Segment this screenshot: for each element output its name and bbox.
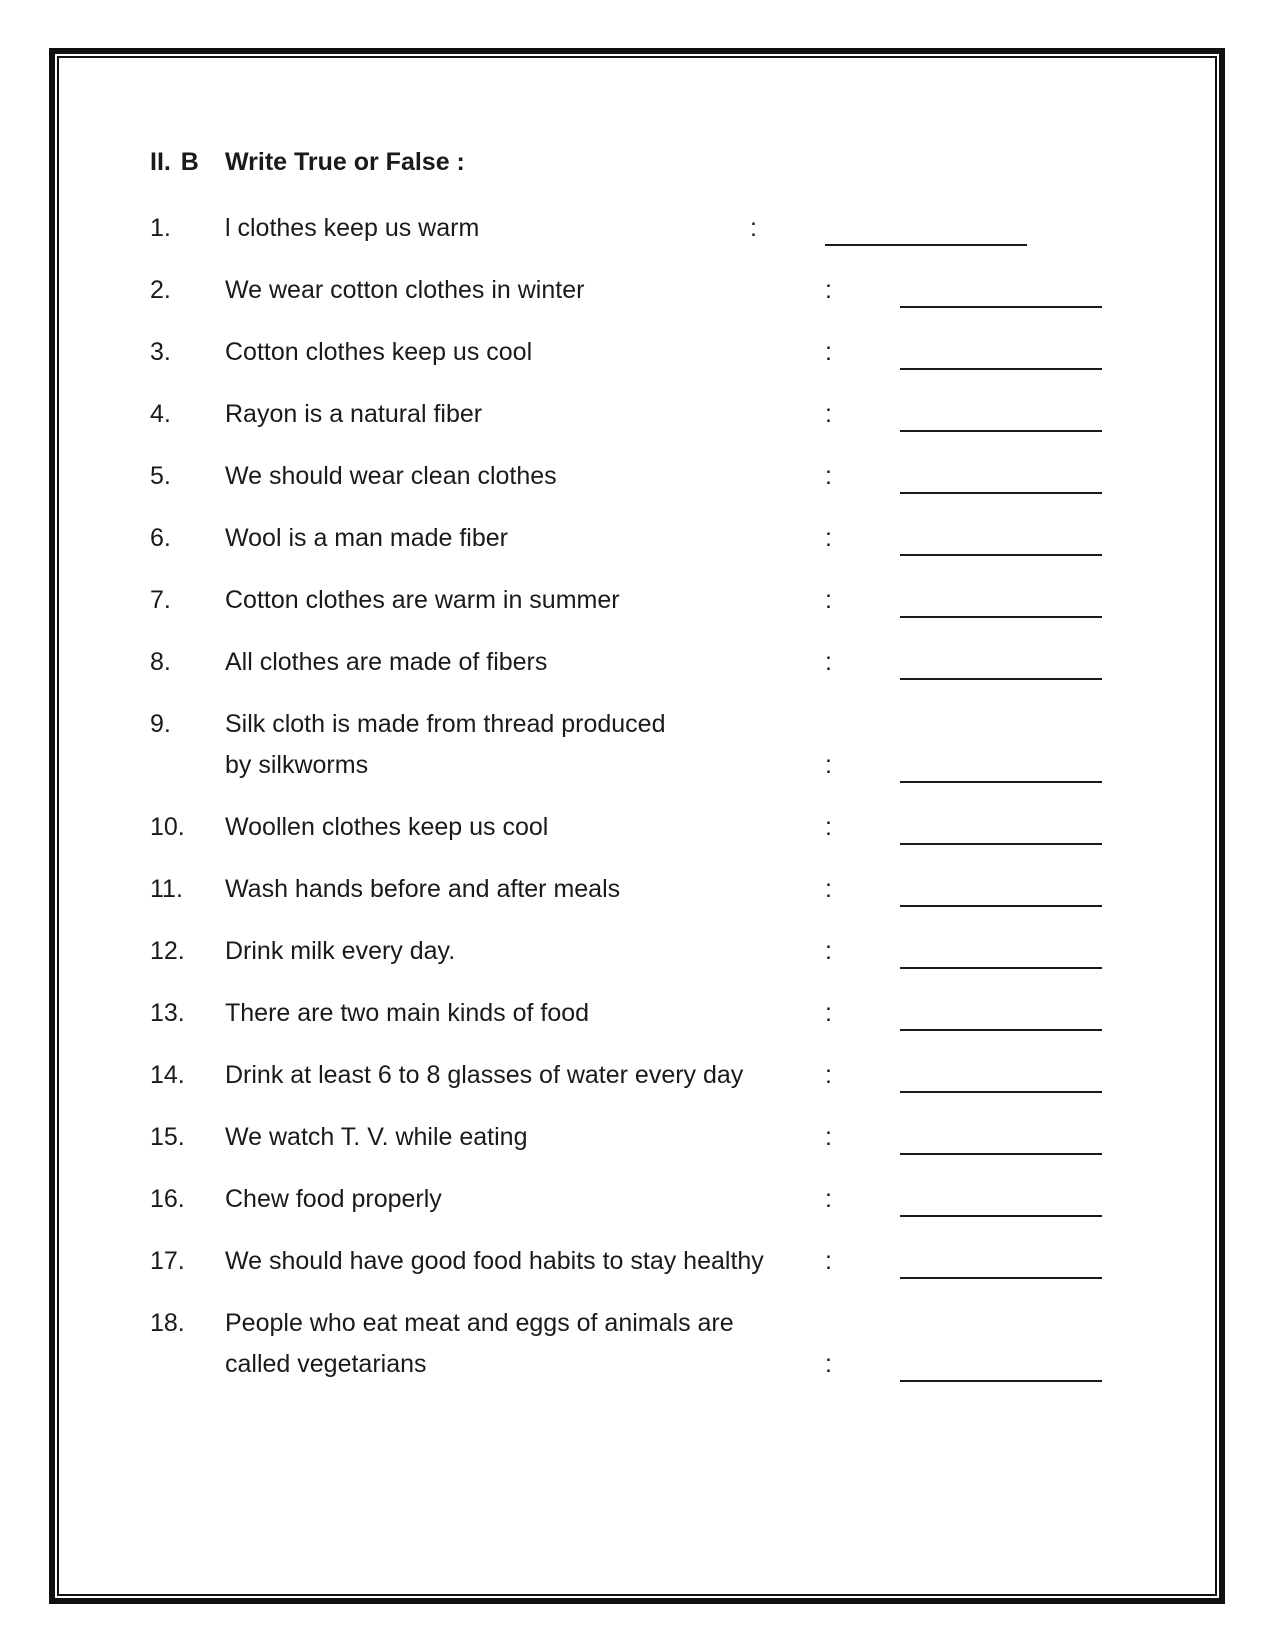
question-text: Cotton clothes are warm in summer: [225, 586, 620, 614]
answer-blank[interactable]: [900, 430, 1102, 432]
answer-blank[interactable]: [900, 1277, 1102, 1279]
question-colon: :: [825, 586, 832, 614]
question-number: 11.: [150, 875, 183, 903]
question-colon: :: [825, 751, 832, 779]
question-colon: :: [825, 1061, 832, 1089]
section-number: II. B: [150, 148, 199, 176]
question-text: Drink at least 6 to 8 glasses of water every day: [225, 1061, 744, 1089]
question-number: 16.: [150, 1185, 185, 1213]
answer-blank[interactable]: [900, 306, 1102, 308]
question-text-line2: called vegetarians: [225, 1350, 427, 1378]
question-number: 14.: [150, 1061, 185, 1089]
question-number: 15.: [150, 1123, 185, 1151]
answer-blank[interactable]: [900, 1029, 1102, 1031]
question-text-line1: People who eat meat and eggs of animals are: [225, 1309, 734, 1337]
answer-blank[interactable]: [900, 905, 1102, 907]
answer-blank[interactable]: [900, 1091, 1102, 1093]
question-colon: :: [825, 1247, 832, 1275]
question-text: We should have good food habits to stay healthy: [225, 1247, 764, 1275]
question-number: 3.: [150, 338, 171, 366]
question-number: 4.: [150, 400, 171, 428]
question-colon: :: [825, 937, 832, 965]
answer-blank[interactable]: [900, 843, 1102, 845]
answer-blank[interactable]: [900, 1380, 1102, 1382]
question-text: Wool is a man made fiber: [225, 524, 508, 552]
question-text: Drink milk every day.: [225, 937, 456, 965]
question-number: 2.: [150, 276, 171, 304]
answer-blank[interactable]: [900, 492, 1102, 494]
question-colon: :: [825, 462, 832, 490]
question-number: 10.: [150, 813, 185, 841]
question-text: Wash hands before and after meals: [225, 875, 621, 903]
answer-blank[interactable]: [900, 1215, 1102, 1217]
question-colon: :: [825, 338, 832, 366]
question-number: 18.: [150, 1309, 185, 1337]
question-colon: :: [825, 813, 832, 841]
question-number: 1.: [150, 214, 171, 242]
question-number: 12.: [150, 937, 185, 965]
question-text-line1: Silk cloth is made from thread produced: [225, 710, 666, 738]
answer-blank[interactable]: [900, 781, 1102, 783]
question-text: Chew food properly: [225, 1185, 442, 1213]
question-number: 7.: [150, 586, 171, 614]
answer-blank[interactable]: [900, 368, 1102, 370]
question-text: We should wear clean clothes: [225, 462, 557, 490]
question-number: 6.: [150, 524, 171, 552]
question-colon: :: [825, 400, 832, 428]
question-text: All clothes are made of fibers: [225, 648, 548, 676]
answer-blank[interactable]: [900, 678, 1102, 680]
question-colon: :: [825, 648, 832, 676]
question-colon: :: [825, 524, 832, 552]
answer-blank[interactable]: [900, 554, 1102, 556]
question-number: 9.: [150, 710, 171, 738]
question-text: Rayon is a natural fiber: [225, 400, 483, 428]
question-colon: :: [750, 214, 757, 242]
question-colon: :: [825, 276, 832, 304]
question-colon: :: [825, 999, 832, 1027]
question-text: l clothes keep us warm: [225, 214, 480, 242]
question-number: 13.: [150, 999, 185, 1027]
answer-blank[interactable]: [825, 244, 1027, 246]
question-number: 8.: [150, 648, 171, 676]
question-colon: :: [825, 1185, 832, 1213]
question-text: Cotton clothes keep us cool: [225, 338, 533, 366]
question-text: There are two main kinds of food: [225, 999, 590, 1027]
question-text: We watch T. V. while eating: [225, 1123, 528, 1151]
question-number: 17.: [150, 1247, 185, 1275]
question-text-line2: by silkworms: [225, 751, 369, 779]
answer-blank[interactable]: [900, 1153, 1102, 1155]
answer-blank[interactable]: [900, 616, 1102, 618]
question-colon: :: [825, 875, 832, 903]
answer-blank[interactable]: [900, 967, 1102, 969]
question-colon: :: [825, 1123, 832, 1151]
question-text: We wear cotton clothes in winter: [225, 276, 585, 304]
question-text: Woollen clothes keep us cool: [225, 813, 549, 841]
question-number: 5.: [150, 462, 171, 490]
section-title: Write True or False :: [225, 148, 465, 176]
question-colon: :: [825, 1350, 832, 1378]
